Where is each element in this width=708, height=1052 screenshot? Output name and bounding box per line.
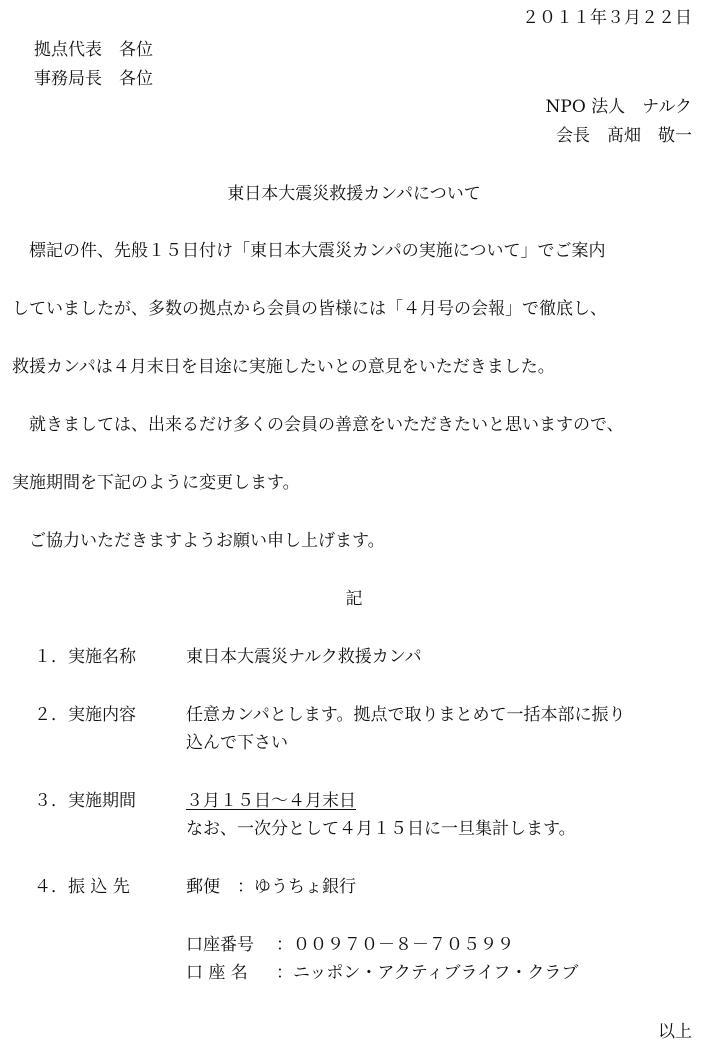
sender-organization: NPO 法人 ナルク (545, 97, 692, 117)
item-2-value-line-1: 任意カンパとします。拠点で取りまとめて一括本部に振り (186, 705, 626, 725)
document-title: 東日本大震災救援カンパについて (227, 184, 481, 204)
recipient-line-1: 拠点代表 各位 (34, 40, 153, 60)
body-paragraph-2-line-1: 就きましては、出来るだけ多くの会員の善意をいただきたいと思いますので、 (12, 415, 624, 435)
account-number-value: ：００９７０－８－７０５９９ (276, 935, 514, 955)
item-4-bank: 郵便 ：ゆうちょ銀行 (186, 877, 356, 897)
account-name-value: ：ニッポン・アクティブライフ・クラブ (276, 963, 579, 983)
sender-name: 会長 髙畑 敬一 (556, 126, 692, 146)
closing-mark: 以上 (658, 1022, 692, 1042)
body-paragraph-2-line-2: 実施期間を下記のように変更します。 (12, 473, 300, 493)
recipient-line-2: 事務局長 各位 (34, 69, 153, 89)
body-paragraph-3-line-1: ご協力いただきますようお願い申し上げます。 (12, 531, 385, 551)
item-3-label: ３．実施期間 (34, 791, 136, 811)
item-1-value: 東日本大震災ナルク救援カンパ (186, 647, 422, 667)
letter-date: ２０１１年３月２２日 (522, 8, 692, 28)
item-1-label: １．実施名称 (34, 647, 136, 667)
item-3-period: ３月１５日～４月末日 (186, 791, 356, 811)
item-4-label: ４．振 込 先 (34, 877, 130, 897)
body-paragraph-1-line-3: 救援カンパは４月末日を目途に実施したいとの意見をいただきました。 (12, 357, 555, 377)
item-3-note: なお、一次分として４月１５日に一旦集計します。 (186, 819, 576, 839)
ki-heading: 記 (345, 589, 363, 609)
account-number-label: 口座番号 (186, 935, 254, 955)
account-name-label: 口 座 名 (186, 963, 248, 983)
item-2-label: ２．実施内容 (34, 705, 136, 725)
item-2-value-line-2: 込んで下さい (186, 733, 288, 753)
body-paragraph-1-line-1: 標記の件、先般１５日付け「東日本大震災カンパの実施について」でご案内 (12, 241, 606, 261)
body-paragraph-1-line-2: していましたが、多数の拠点から会員の皆様には「４月号の会報」で徹底し、 (12, 299, 607, 319)
